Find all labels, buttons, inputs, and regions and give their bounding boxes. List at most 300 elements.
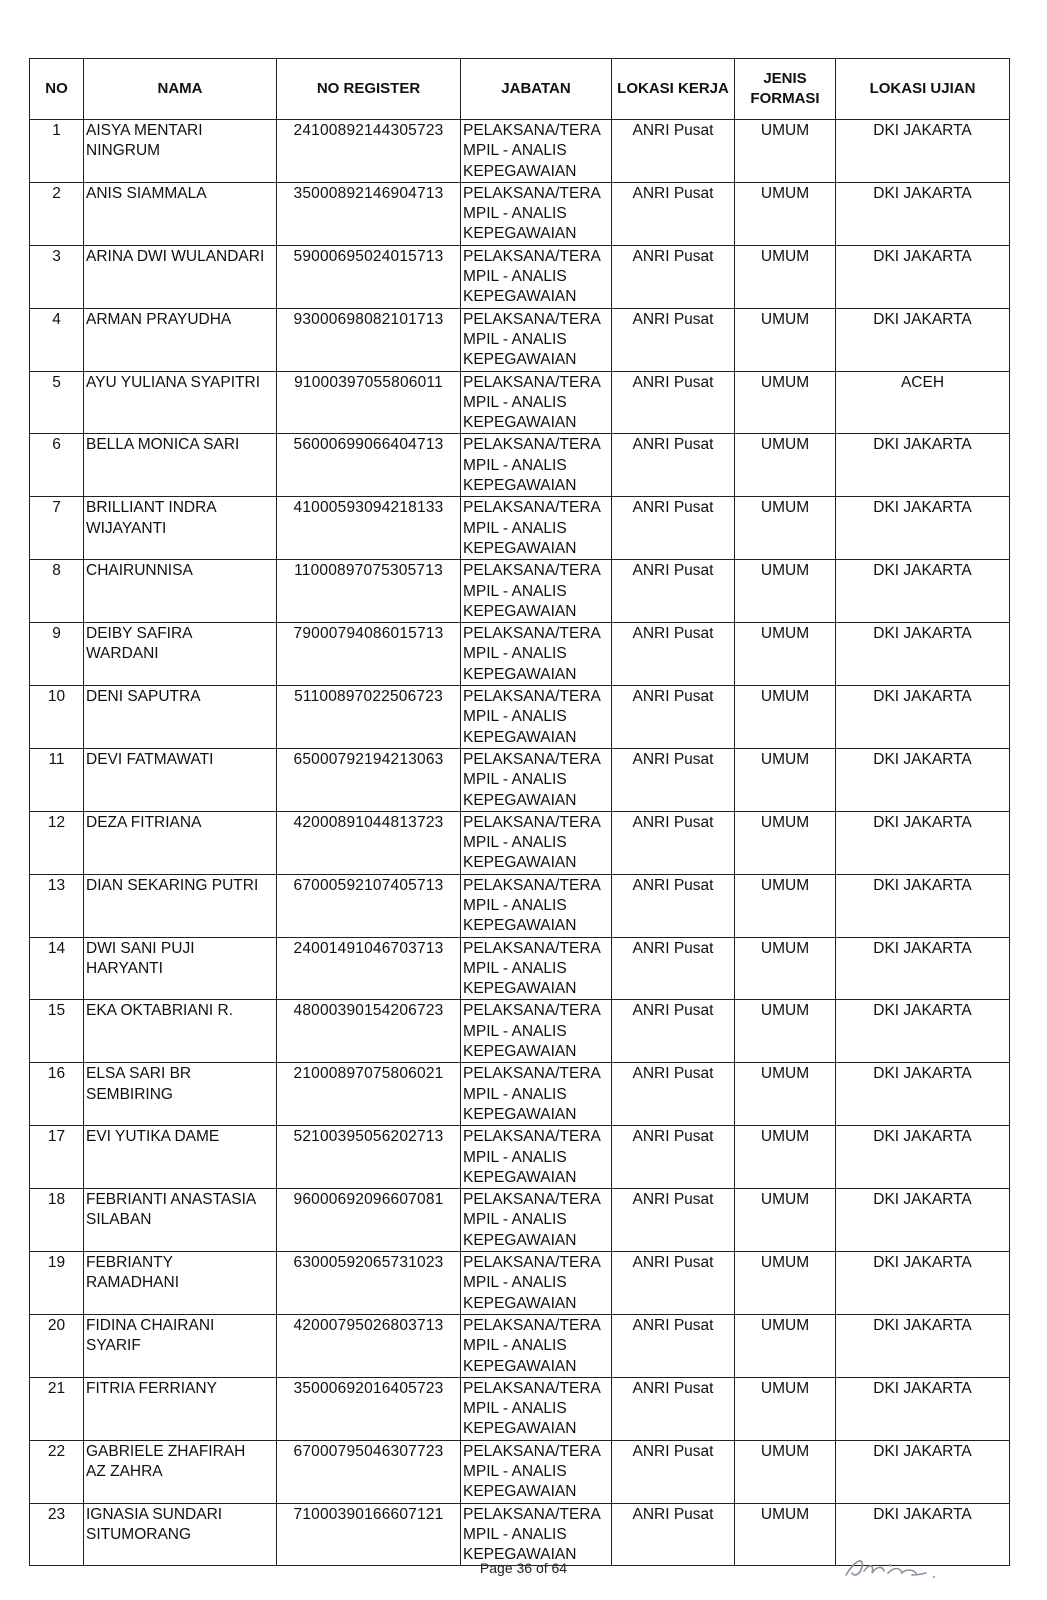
jabatan-line: MPIL - ANALIS [463, 268, 567, 286]
cell-no: 18 [30, 1189, 84, 1252]
cell-lokasi-kerja: ANRI Pusat [612, 1126, 735, 1189]
cell-jabatan [461, 748, 612, 811]
cell-jabatan [461, 182, 612, 245]
cell-lokasi-ujian: DKI JAKARTA [836, 748, 1010, 811]
cell-no: 8 [30, 560, 84, 623]
cell-no: 2 [30, 182, 84, 245]
cell-jabatan [461, 686, 612, 749]
header-jenis-formasi [735, 59, 836, 120]
nama-line: BRILLIANT INDRA [86, 499, 217, 517]
nama-line: SEMBIRING [86, 1085, 173, 1103]
cell-lokasi-kerja: ANRI Pusat [612, 937, 735, 1000]
header-nama: NAMA [84, 59, 277, 120]
cell-jenis-formasi: UMUM [735, 560, 836, 623]
jabatan-line: MPIL - ANALIS [463, 771, 567, 789]
table-row [30, 748, 1010, 811]
cell-jabatan [461, 497, 612, 560]
cell-no-register: 35000692016405723 [277, 1377, 461, 1440]
cell-no: 6 [30, 434, 84, 497]
jabatan-line: KEPEGAWAIAN [463, 1231, 577, 1249]
table-row [30, 686, 1010, 749]
jabatan-line: MPIL - ANALIS [463, 1525, 567, 1543]
cell-jenis-formasi: UMUM [735, 308, 836, 371]
jabatan-line: PELAKSANA/TERA [463, 1002, 601, 1020]
cell-lokasi-kerja: ANRI Pusat [612, 1189, 735, 1252]
cell-no-register: 21000897075806021 [277, 1063, 461, 1126]
jabatan-line: MPIL - ANALIS [463, 1274, 567, 1292]
jabatan-line: PELAKSANA/TERA [463, 122, 601, 139]
jabatan-line: PELAKSANA/TERA [463, 310, 601, 328]
nama-line: FEBRIANTY [86, 1254, 173, 1272]
cell-nama [84, 120, 277, 183]
cell-nama [84, 623, 277, 686]
cell-nama [84, 748, 277, 811]
cell-jenis-formasi: UMUM [735, 937, 836, 1000]
cell-nama [84, 245, 277, 308]
table-row [30, 1000, 1010, 1063]
header-lokasi-ujian: LOKASI UJIAN [836, 59, 1010, 120]
cell-jabatan [461, 1063, 612, 1126]
cell-nama [84, 1440, 277, 1503]
jabatan-line: KEPEGAWAIAN [463, 539, 577, 557]
cell-lokasi-kerja: ANRI Pusat [612, 748, 735, 811]
table-row [30, 1126, 1010, 1189]
nama-line: AZ ZAHRA [86, 1463, 163, 1480]
cell-lokasi-ujian: DKI JAKARTA [836, 1314, 1010, 1377]
jabatan-line: KEPEGAWAIAN [463, 1546, 577, 1564]
jabatan-line: PELAKSANA/TERA [463, 688, 601, 706]
nama-line: WARDANI [86, 645, 159, 663]
cell-jabatan [461, 371, 612, 434]
nama-line: SYARIF [86, 1337, 141, 1355]
cell-jenis-formasi: UMUM [735, 1063, 836, 1126]
table-row [30, 937, 1010, 1000]
nama-line: DIAN SEKARING PUTRI [86, 876, 259, 894]
cell-no: 5 [30, 371, 84, 434]
signature-dot [933, 1576, 935, 1578]
cell-nama [84, 497, 277, 560]
jabatan-line: KEPEGAWAIAN [463, 1483, 577, 1501]
cell-lokasi-ujian: DKI JAKARTA [836, 1252, 1010, 1315]
cell-no: 12 [30, 811, 84, 874]
cell-nama [84, 1063, 277, 1126]
table-row [30, 874, 1010, 937]
nama-line: WIJAYANTI [86, 519, 167, 537]
cell-jenis-formasi: UMUM [735, 1440, 836, 1503]
cell-no-register: 91000397055806011 [277, 371, 461, 434]
cell-lokasi-kerja: ANRI Pusat [612, 811, 735, 874]
cell-jabatan [461, 623, 612, 686]
cell-lokasi-ujian: DKI JAKARTA [836, 1063, 1010, 1126]
cell-lokasi-kerja: ANRI Pusat [612, 1503, 735, 1566]
nama-line: GABRIELE ZHAFIRAH [86, 1442, 246, 1460]
jabatan-line: PELAKSANA/TERA [463, 750, 601, 768]
jabatan-line: PELAKSANA/TERA [463, 1505, 601, 1523]
cell-nama [84, 434, 277, 497]
page-number: Page 36 of 64 [479, 1560, 568, 1576]
cell-jabatan [461, 1189, 612, 1252]
cell-lokasi-kerja: ANRI Pusat [612, 182, 735, 245]
cell-no-register: 63000592065731023 [277, 1252, 461, 1315]
cell-no-register: 67000592107405713 [277, 874, 461, 937]
cell-lokasi-ujian: DKI JAKARTA [836, 308, 1010, 371]
cell-jenis-formasi: UMUM [735, 182, 836, 245]
jabatan-line: PELAKSANA/TERA [463, 373, 601, 391]
header-no-register: NO REGISTER [277, 59, 461, 120]
jabatan-line: MPIL - ANALIS [463, 1400, 567, 1418]
nama-line: ARMAN PRAYUDHA [86, 310, 232, 328]
cell-jabatan [461, 1503, 612, 1566]
jabatan-line: KEPEGAWAIAN [463, 1357, 577, 1375]
cell-lokasi-kerja: ANRI Pusat [612, 1252, 735, 1315]
jabatan-line: KEPEGAWAIAN [463, 1043, 577, 1061]
cell-lokasi-kerja: ANRI Pusat [612, 1377, 735, 1440]
jabatan-line: MPIL - ANALIS [463, 205, 567, 223]
cell-nama [84, 1503, 277, 1566]
cell-nama [84, 182, 277, 245]
cell-jabatan [461, 811, 612, 874]
cell-lokasi-ujian: DKI JAKARTA [836, 811, 1010, 874]
jabatan-line: PELAKSANA/TERA [463, 1316, 601, 1334]
jabatan-line: KEPEGAWAIAN [463, 980, 577, 998]
cell-no: 22 [30, 1440, 84, 1503]
cell-nama [84, 1314, 277, 1377]
jabatan-line: MPIL - ANALIS [463, 708, 567, 726]
cell-lokasi-ujian: DKI JAKARTA [836, 497, 1010, 560]
nama-line: DWI SANI PUJI [86, 939, 195, 957]
cell-no-register: 65000792194213063 [277, 748, 461, 811]
jabatan-line: MPIL - ANALIS [463, 142, 567, 160]
jabatan-line: KEPEGAWAIAN [463, 728, 577, 746]
cell-no-register: 11000897075305713 [277, 560, 461, 623]
jabatan-line: KEPEGAWAIAN [463, 477, 577, 495]
jabatan-line: MPIL - ANALIS [463, 959, 567, 977]
cell-nama [84, 811, 277, 874]
jabatan-line: PELAKSANA/TERA [463, 562, 601, 580]
cell-jabatan [461, 1314, 612, 1377]
cell-no: 20 [30, 1314, 84, 1377]
jabatan-line: MPIL - ANALIS [463, 1148, 567, 1166]
cell-jenis-formasi: UMUM [735, 1252, 836, 1315]
cell-no: 13 [30, 874, 84, 937]
table-row [30, 434, 1010, 497]
cell-lokasi-kerja: ANRI Pusat [612, 1063, 735, 1126]
nama-line: NINGRUM [86, 142, 161, 160]
jabatan-line: MPIL - ANALIS [463, 456, 567, 474]
jabatan-line: MPIL - ANALIS [463, 834, 567, 852]
jabatan-line: KEPEGAWAIAN [463, 791, 577, 809]
jabatan-line: MPIL - ANALIS [463, 1022, 567, 1040]
cell-nama [84, 1189, 277, 1252]
nama-line: DENI SAPUTRA [86, 688, 201, 706]
cell-no-register: 24001491046703713 [277, 937, 461, 1000]
participant-table [29, 58, 1010, 1566]
cell-lokasi-kerja: ANRI Pusat [612, 1314, 735, 1377]
jabatan-line: PELAKSANA/TERA [463, 436, 601, 454]
cell-jabatan [461, 245, 612, 308]
cell-no: 21 [30, 1377, 84, 1440]
cell-nama [84, 371, 277, 434]
nama-line: SITUMORANG [86, 1525, 192, 1543]
cell-jabatan [461, 560, 612, 623]
jabatan-line: PELAKSANA/TERA [463, 1254, 601, 1272]
cell-nama [84, 874, 277, 937]
jabatan-line: KEPEGAWAIAN [463, 665, 577, 683]
cell-jabatan [461, 1377, 612, 1440]
header-jenis-formasi-line2: FORMASI [750, 90, 820, 107]
nama-line: RAMADHANI [86, 1274, 180, 1292]
cell-jabatan [461, 308, 612, 371]
cell-lokasi-ujian: DKI JAKARTA [836, 623, 1010, 686]
nama-line: BELLA MONICA SARI [86, 436, 240, 454]
nama-line: CHAIRUNNISA [86, 562, 193, 580]
cell-no: 19 [30, 1252, 84, 1315]
nama-line: FEBRIANTI ANASTASIA [86, 1191, 257, 1209]
nama-line: FIDINA CHAIRANI [86, 1316, 215, 1334]
nama-line: DEVI FATMAWATI [86, 750, 214, 768]
table-body [30, 120, 1010, 1566]
jabatan-line: KEPEGAWAIAN [463, 602, 577, 620]
cell-jenis-formasi: UMUM [735, 120, 836, 183]
cell-no-register: 48000390154206723 [277, 1000, 461, 1063]
jabatan-line: KEPEGAWAIAN [463, 351, 577, 369]
cell-lokasi-ujian: ACEH [836, 371, 1010, 434]
nama-line: AISYA MENTARI [86, 122, 203, 139]
cell-lokasi-kerja: ANRI Pusat [612, 874, 735, 937]
cell-jenis-formasi: UMUM [735, 874, 836, 937]
cell-no-register: 41000593094218133 [277, 497, 461, 560]
nama-line: FITRIA FERRIANY [86, 1379, 217, 1397]
jabatan-line: PELAKSANA/TERA [463, 247, 601, 265]
cell-nama [84, 686, 277, 749]
nama-line: ELSA SARI BR [86, 1065, 192, 1083]
cell-nama [84, 1377, 277, 1440]
cell-jenis-formasi: UMUM [735, 748, 836, 811]
jabatan-line: MPIL - ANALIS [463, 1085, 567, 1103]
cell-lokasi-ujian: DKI JAKARTA [836, 874, 1010, 937]
jabatan-line: PELAKSANA/TERA [463, 876, 601, 894]
header-lokasi-kerja: LOKASI KERJA [612, 59, 735, 120]
nama-line: HARYANTI [86, 959, 163, 977]
nama-line: EKA OKTABRIANI R. [86, 1002, 234, 1020]
cell-jabatan [461, 937, 612, 1000]
jabatan-line: MPIL - ANALIS [463, 645, 567, 663]
cell-lokasi-ujian: DKI JAKARTA [836, 245, 1010, 308]
cell-no-register: 93000698082101713 [277, 308, 461, 371]
cell-nama [84, 560, 277, 623]
jabatan-line: MPIL - ANALIS [463, 1211, 567, 1229]
cell-lokasi-kerja: ANRI Pusat [612, 1440, 735, 1503]
header-row [30, 59, 1010, 120]
cell-jenis-formasi: UMUM [735, 1126, 836, 1189]
cell-jenis-formasi: UMUM [735, 1314, 836, 1377]
jabatan-line: PELAKSANA/TERA [463, 625, 601, 643]
cell-no: 10 [30, 686, 84, 749]
jabatan-line: KEPEGAWAIAN [463, 1420, 577, 1438]
cell-jenis-formasi: UMUM [735, 623, 836, 686]
signature-mark [842, 1551, 942, 1583]
table-row [30, 1314, 1010, 1377]
cell-no-register: 96000692096607081 [277, 1189, 461, 1252]
cell-lokasi-kerja: ANRI Pusat [612, 245, 735, 308]
nama-line: DEIBY SAFIRA [86, 625, 193, 643]
cell-jabatan [461, 120, 612, 183]
jabatan-line: PELAKSANA/TERA [463, 1065, 601, 1083]
cell-no-register: 79000794086015713 [277, 623, 461, 686]
cell-lokasi-ujian: DKI JAKARTA [836, 120, 1010, 183]
cell-no-register: 56000699066404713 [277, 434, 461, 497]
cell-lokasi-ujian: DKI JAKARTA [836, 434, 1010, 497]
cell-lokasi-kerja: ANRI Pusat [612, 120, 735, 183]
cell-no: 11 [30, 748, 84, 811]
table-row [30, 1440, 1010, 1503]
cell-no: 3 [30, 245, 84, 308]
cell-lokasi-ujian: DKI JAKARTA [836, 686, 1010, 749]
cell-lokasi-kerja: ANRI Pusat [612, 434, 735, 497]
table-row [30, 497, 1010, 560]
cell-nama [84, 308, 277, 371]
jabatan-line: MPIL - ANALIS [463, 330, 567, 348]
cell-no-register: 42000795026803713 [277, 1314, 461, 1377]
header-no: NO [30, 59, 84, 120]
jabatan-line: KEPEGAWAIAN [463, 225, 577, 243]
cell-lokasi-kerja: ANRI Pusat [612, 623, 735, 686]
cell-jenis-formasi: UMUM [735, 811, 836, 874]
nama-line: ANIS SIAMMALA [86, 184, 207, 202]
cell-jenis-formasi: UMUM [735, 1377, 836, 1440]
cell-lokasi-kerja: ANRI Pusat [612, 560, 735, 623]
cell-lokasi-kerja: ANRI Pusat [612, 371, 735, 434]
cell-no-register: 52100395056202713 [277, 1126, 461, 1189]
table-row [30, 811, 1010, 874]
jabatan-line: PELAKSANA/TERA [463, 813, 601, 831]
table-row [30, 1189, 1010, 1252]
nama-line: ARINA DWI WULANDARI [86, 247, 265, 265]
cell-no-register: 71000390166607121 [277, 1503, 461, 1566]
cell-jenis-formasi: UMUM [735, 1000, 836, 1063]
table-row [30, 623, 1010, 686]
jabatan-line: KEPEGAWAIAN [463, 162, 577, 180]
cell-jabatan [461, 434, 612, 497]
cell-nama [84, 1252, 277, 1315]
table-row [30, 245, 1010, 308]
nama-line: IGNASIA SUNDARI [86, 1505, 223, 1523]
jabatan-line: PELAKSANA/TERA [463, 1128, 601, 1146]
cell-jabatan [461, 1440, 612, 1503]
nama-line: AYU YULIANA SYAPITRI [86, 373, 261, 391]
cell-lokasi-kerja: ANRI Pusat [612, 497, 735, 560]
header-jenis-formasi-line1: JENIS [763, 70, 807, 87]
cell-no: 14 [30, 937, 84, 1000]
cell-lokasi-ujian: DKI JAKARTA [836, 1126, 1010, 1189]
cell-nama [84, 937, 277, 1000]
signature-stroke [846, 1561, 926, 1575]
cell-lokasi-kerja: ANRI Pusat [612, 1000, 735, 1063]
table-row [30, 371, 1010, 434]
table-row [30, 560, 1010, 623]
cell-lokasi-ujian: DKI JAKARTA [836, 1377, 1010, 1440]
cell-lokasi-ujian: DKI JAKARTA [836, 560, 1010, 623]
jabatan-line: MPIL - ANALIS [463, 896, 567, 914]
jabatan-line: PELAKSANA/TERA [463, 1379, 601, 1397]
jabatan-line: KEPEGAWAIAN [463, 414, 577, 432]
jabatan-line: MPIL - ANALIS [463, 582, 567, 600]
jabatan-line: PELAKSANA/TERA [463, 939, 601, 957]
cell-jabatan [461, 1252, 612, 1315]
jabatan-line: KEPEGAWAIAN [463, 854, 577, 872]
cell-no-register: 59000695024015713 [277, 245, 461, 308]
nama-line: EVI YUTIKA DAME [86, 1128, 220, 1146]
cell-no-register: 24100892144305723 [277, 120, 461, 183]
cell-no: 17 [30, 1126, 84, 1189]
cell-no-register: 67000795046307723 [277, 1440, 461, 1503]
nama-line: DEZA FITRIANA [86, 813, 202, 831]
cell-lokasi-ujian: DKI JAKARTA [836, 1503, 1010, 1566]
cell-jenis-formasi: UMUM [735, 686, 836, 749]
jabatan-line: PELAKSANA/TERA [463, 499, 601, 517]
table-row [30, 308, 1010, 371]
cell-jabatan [461, 1000, 612, 1063]
cell-no: 7 [30, 497, 84, 560]
cell-jenis-formasi: UMUM [735, 1503, 836, 1566]
cell-jenis-formasi: UMUM [735, 245, 836, 308]
cell-nama [84, 1000, 277, 1063]
cell-no: 15 [30, 1000, 84, 1063]
table-row [30, 120, 1010, 183]
cell-jenis-formasi: UMUM [735, 1189, 836, 1252]
header-jabatan: JABATAN [461, 59, 612, 120]
cell-jenis-formasi: UMUM [735, 434, 836, 497]
cell-lokasi-ujian: DKI JAKARTA [836, 1189, 1010, 1252]
cell-no: 4 [30, 308, 84, 371]
jabatan-line: PELAKSANA/TERA [463, 1191, 601, 1209]
cell-no-register: 35000892146904713 [277, 182, 461, 245]
cell-no: 23 [30, 1503, 84, 1566]
cell-jenis-formasi: UMUM [735, 497, 836, 560]
cell-jenis-formasi: UMUM [735, 371, 836, 434]
table-row [30, 1252, 1010, 1315]
table-row [30, 1063, 1010, 1126]
cell-nama [84, 1126, 277, 1189]
cell-lokasi-ujian: DKI JAKARTA [836, 182, 1010, 245]
jabatan-line: MPIL - ANALIS [463, 519, 567, 537]
jabatan-line: PELAKSANA/TERA [463, 1442, 601, 1460]
jabatan-line: KEPEGAWAIAN [463, 1294, 577, 1312]
jabatan-line: PELAKSANA/TERA [463, 184, 601, 202]
cell-jabatan [461, 1126, 612, 1189]
cell-lokasi-kerja: ANRI Pusat [612, 686, 735, 749]
cell-no: 9 [30, 623, 84, 686]
cell-lokasi-ujian: DKI JAKARTA [836, 1440, 1010, 1503]
cell-no: 1 [30, 120, 84, 183]
cell-lokasi-kerja: ANRI Pusat [612, 308, 735, 371]
cell-no: 16 [30, 1063, 84, 1126]
table-row [30, 1377, 1010, 1440]
jabatan-line: KEPEGAWAIAN [463, 1105, 577, 1123]
jabatan-line: MPIL - ANALIS [463, 393, 567, 411]
jabatan-line: KEPEGAWAIAN [463, 1168, 577, 1186]
jabatan-line: MPIL - ANALIS [463, 1463, 567, 1480]
cell-jabatan [461, 874, 612, 937]
cell-lokasi-ujian: DKI JAKARTA [836, 937, 1010, 1000]
cell-no-register: 51100897022506723 [277, 686, 461, 749]
cell-lokasi-ujian: DKI JAKARTA [836, 1000, 1010, 1063]
nama-line: SILABAN [86, 1211, 152, 1229]
cell-no-register: 42000891044813723 [277, 811, 461, 874]
jabatan-line: KEPEGAWAIAN [463, 917, 577, 935]
jabatan-line: KEPEGAWAIAN [463, 288, 577, 306]
jabatan-line: MPIL - ANALIS [463, 1337, 567, 1355]
